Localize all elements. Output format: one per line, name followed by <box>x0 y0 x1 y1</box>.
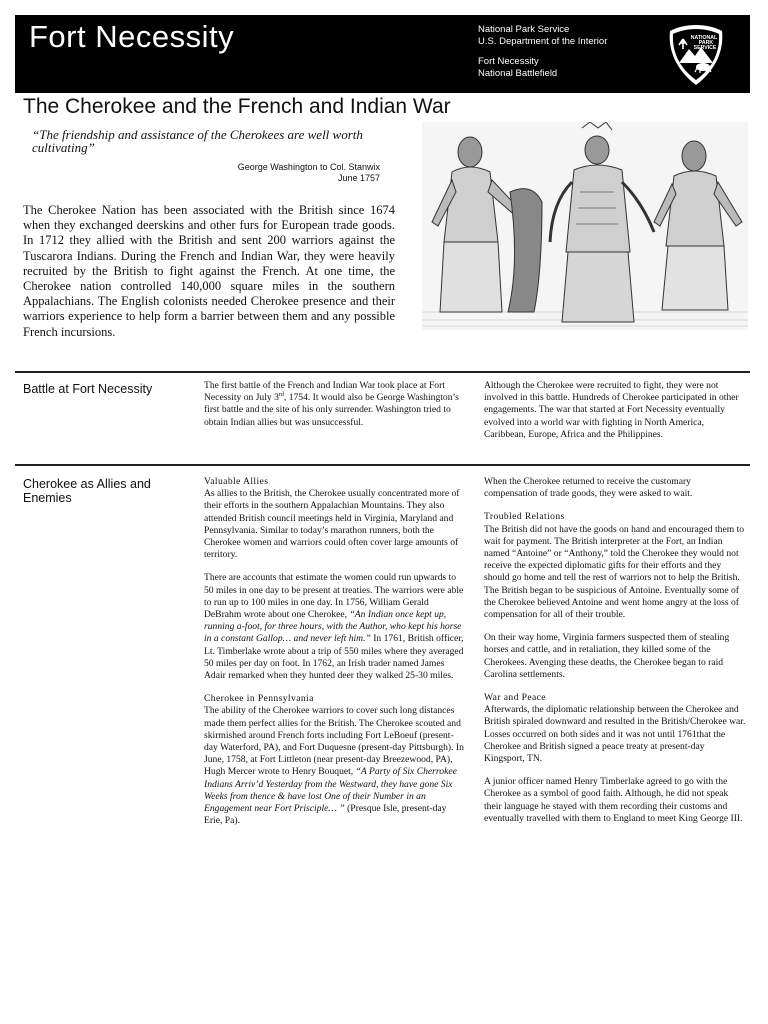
section2-column1 <box>204 476 464 838</box>
section-heading: Cherokee as Allies and Enemies <box>23 477 151 505</box>
logo-text: PARK <box>698 40 714 46</box>
attribution-line: George Washington to Col. Stanwix <box>237 162 380 172</box>
quote-attribution <box>200 162 380 184</box>
header-banner <box>15 15 750 93</box>
body-paragraph: A junior officer named Henry Timberlake agreed to go with the Cherokee as a symbol of good faith. Although, he did not speak their language he stayed with them recording their customs and eventually travelled with them to England to meet King George III. <box>484 776 743 824</box>
epigraph-quote: “The friendship and assistance of the Cherokees are well worth cultivating” <box>32 127 363 155</box>
section1-column2 <box>484 380 746 452</box>
page-title: The Cherokee and the French and Indian War <box>23 95 451 118</box>
subheading: Valuable Allies <box>204 476 269 487</box>
body-paragraph: The first battle of the French and Indian War took place at Fort Necessity on July 3rd, 1754. It would also be George Washington’s first battle and the site of his only surrender. Washington tried to obtain Indian allies but was unsuccessful. <box>204 380 459 428</box>
agency-line: U.S. Department of the Interior <box>478 35 608 47</box>
body-paragraph: When the Cherokee returned to receive the customary compensation of trade goods, they were asked to wait. <box>484 476 693 500</box>
park-line: Fort Necessity <box>478 56 539 67</box>
nps-arrowhead-logo-icon <box>665 23 727 87</box>
intro-paragraph: The Cherokee Nation has been associated with the British since 1674 when they exchanged deerskins and other furs for European trade goods. In 1712 they allied with the British and sent 200 warriors against the Tuscarora Indians. During the French and Indian War, they were heavily recruited by the British to fight against the French. At one time, the Cherokee nation controlled 140,000 square miles in the southern Appalachians. The English colonists needed Cherokee presence and their warriors experience to help form a barrier between them and any possible French incursions. <box>23 203 395 339</box>
body-paragraph: Although the Cherokee were recruited to fight, they were not involved in this battle. Hundreds of Cherokee participated in other engagements. The war that started at Fort Necessity eventually evolved into a world war with fighting in North America, Caribbean, Europe, Africa and the Philippines. <box>484 380 739 440</box>
body-paragraph: On their way home, Virginia farmers suspected them of stealing horses and cattle, and in retaliation, they killed some of the Cherokees. Avenging these deaths, the Cherokee began to raid Carolina settlements. <box>484 632 730 680</box>
body-paragraph: The ability of the Cherokee warriors to cover such long distances made them perfect allies for the British. The Cherokee scouted and skirmished around French forts including Fort LeBoeuf (present-day Waterford, PA), and Fort Duquesne (present-day Pittsburgh). In June, 1758, at Fort Littleton (near present-day Breezewood, PA), Hugh Mercer wrote to Henry Bouquet, “A Party of Six Cherrokee Indians Arriv’d Yesterday from the Westward, they have gone Six Weeks from thence & have lost One of their Number in an Engagement near Fort Prisciple… ” (Presque Isle, present-day Erie, Pa). <box>204 705 464 827</box>
body-paragraph: As allies to the British, the Cherokee usually concentrated more of their efforts in the southern Appalachian Mountains. They also attended British council meetings held in Virginia, Maryland and Pennsylvania. Similar to today’s marathon runners, both the Cherokee women and warriors could often cover large amounts of territory. <box>204 488 460 561</box>
section-divider <box>15 371 750 373</box>
subheading: Troubled Relations <box>484 511 565 523</box>
subheading: Cherokee in Pennsylvania <box>204 693 314 705</box>
logo-text: SERVICE <box>693 45 717 51</box>
body-paragraph: There are accounts that estimate the women could run upwards to 50 miles in one day to be present at treaties. The warriors were able to run up to 100 miles in one day. In 1756, William Gerald DeBrahm wrote about one Cherokee, “An Indian once kept up, running a-foot, for three hours, with the Author, who kept his horse in a constant Gallop… and never left him.” In 1761, British officer, Lt. Timberlake wrote about a trip of 550 miles where they averaged 50 miles per day on foot. In 1762, an Irish trader named James Adair remarked when they hunted deer they walked 25-30 miles. <box>204 572 464 682</box>
subheading: War and Peace <box>484 692 546 704</box>
cherokee-engraving-illustration <box>422 122 748 330</box>
logo-text: NATIONAL <box>690 35 718 41</box>
agency-line: National Park Service <box>478 24 570 35</box>
section1-column1 <box>204 380 464 440</box>
park-line: National Battlefield <box>478 67 558 79</box>
body-paragraph: The British did not have the goods on hand and encouraged them to wait for payment. The British interpreter at the Fort, an Indian named “Antoine” or “Anthony,” told the Cherokee they would not receive the expected diplomatic gifts for their efforts and they should go home and tell the rest of warriors not to help the British. The British began to be suspicious of Antoine. Eventually some of the Cherokee believed Antoine and went home angry at the loss of compensation for all of their trouble. <box>484 523 745 621</box>
agency-block <box>478 24 607 79</box>
section-heading: Battle at Fort Necessity <box>23 382 153 396</box>
attribution-line: June 1757 <box>337 173 380 183</box>
section2-column2 <box>484 476 746 836</box>
body-paragraph: Afterwards, the diplomatic relationship between the Cherokee and British spiraled downward and resulted in the British/Cherokee war. Losses occurred on both sides and it was not until 1761that the Cherokee and British signed a peace treaty at present-day Kingsport, TN. <box>484 704 746 765</box>
banner-title: Fort Necessity <box>29 19 235 54</box>
section-divider <box>15 464 750 466</box>
